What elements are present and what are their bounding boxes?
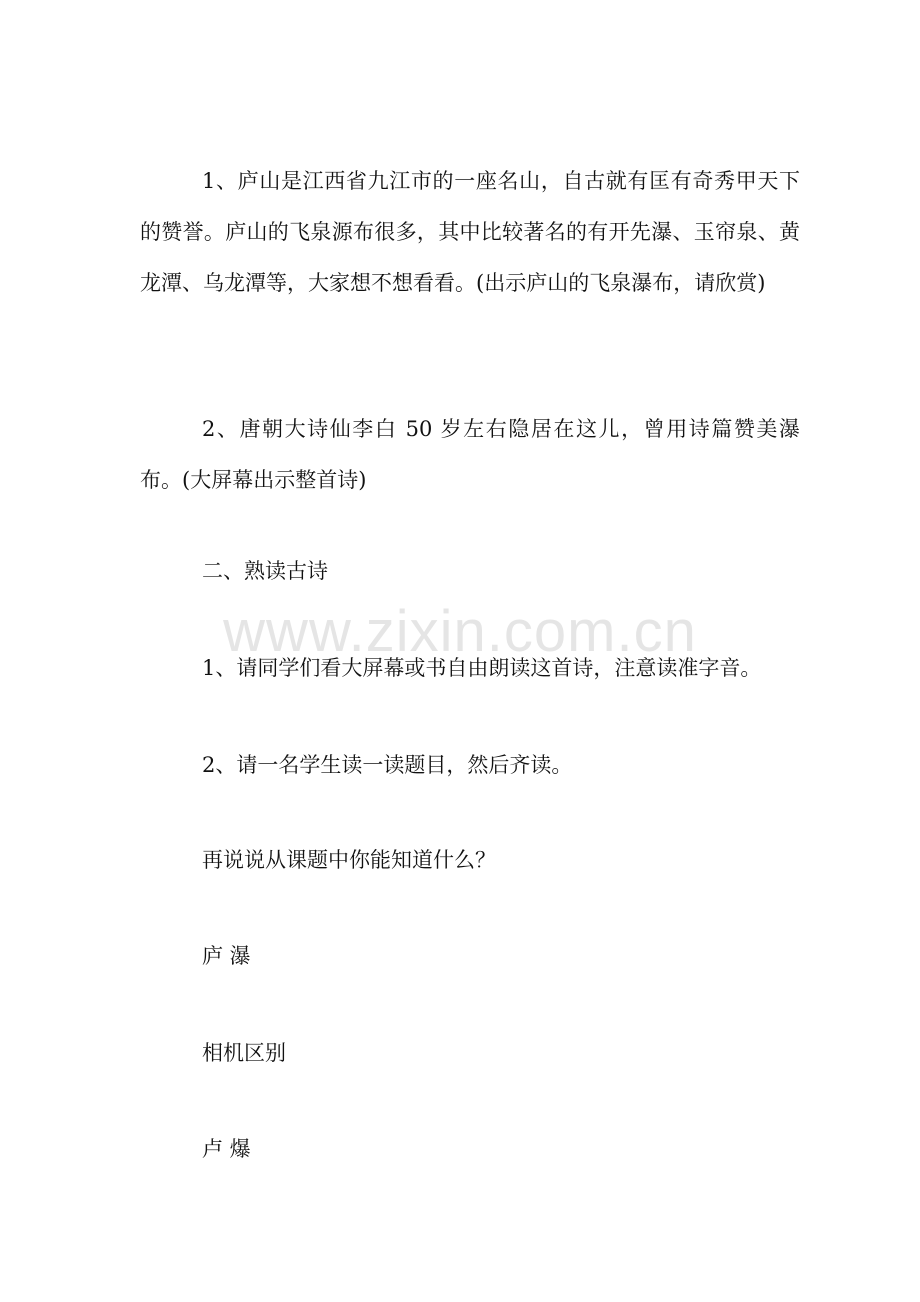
item-read-title: 2、请一名学生读一读题目，然后齐读。 bbox=[202, 753, 573, 777]
paragraph-li-bai: 2、唐朝大诗仙李白 50 岁左右隐居在这儿，曾用诗篇赞美瀑布。(大屏幕出示整首诗) bbox=[140, 417, 800, 492]
section-heading-read-poem: 二、熟读古诗 bbox=[202, 559, 328, 583]
character-pair-1: 庐 瀑 bbox=[202, 944, 251, 968]
compare-note: 相机区别 bbox=[202, 1041, 286, 1065]
question-line: 再说说从课题中你能知道什么？ bbox=[202, 848, 496, 872]
paragraph-lushan-intro: 1、庐山是江西省九江市的一座名山，自古就有匡有奇秀甲天下的赞誉。庐山的飞泉源布很多，其中比较著名的有开先瀑、玉帘泉、黄龙潭、乌龙潭等，大家想不想看看。(出示庐山的飞泉瀑布，请欣赏) bbox=[140, 169, 800, 295]
watermark: www.zixin.com.cn bbox=[223, 599, 697, 664]
character-pair-2: 卢 爆 bbox=[202, 1137, 251, 1161]
item-read-aloud: 1、请同学们看大屏幕或书自由朗读这首诗，注意读准字音。 bbox=[202, 656, 762, 680]
